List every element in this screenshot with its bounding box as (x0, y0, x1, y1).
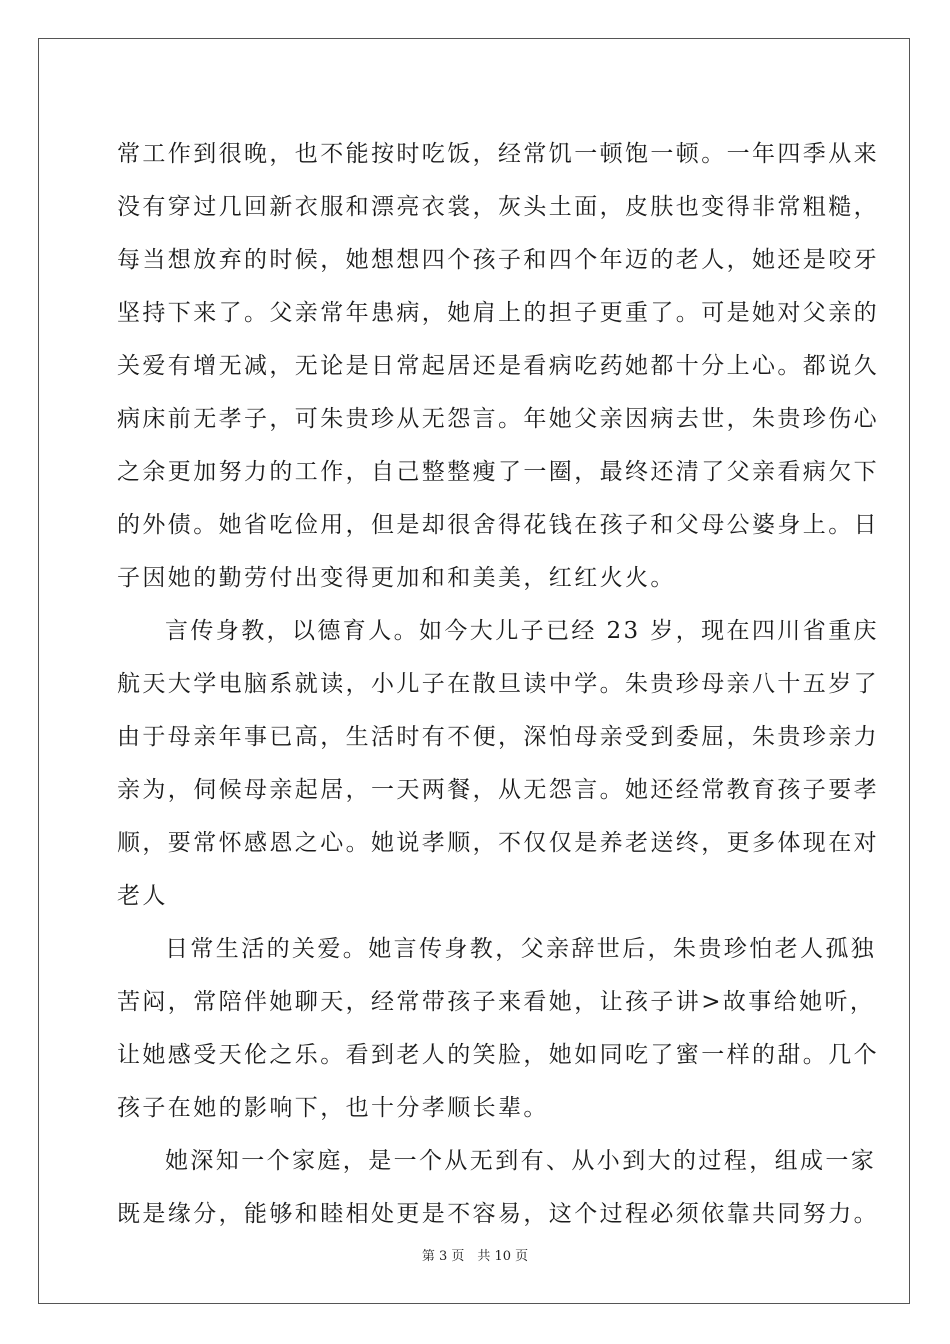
text-line: 每当想放弃的时候，她想想四个孩子和四个年迈的老人，她还是咬牙 (117, 247, 879, 273)
text-line: 之余更加努力的工作，自己整整瘦了一圈，最终还清了父亲看病欠下 (117, 459, 879, 485)
text-line: 的外债。她省吃俭用，但是却很舍得花钱在孩子和父母公婆身上。日 (117, 512, 879, 538)
text-line: 关爱有增无减，无论是日常起居还是看病吃药她都十分上心。都说久 (117, 353, 879, 379)
text-line: 没有穿过几回新衣服和漂亮衣裳，灰头土面，皮肤也变得非常粗糙， (117, 194, 879, 220)
text-line: 既是缘分，能够和睦相处更是不容易，这个过程必须依靠共同努力。 (117, 1201, 879, 1227)
document-body (117, 128, 879, 1241)
text-line: 航天大学电脑系就读，小儿子在散旦读中学。朱贵珍母亲八十五岁了 (117, 671, 879, 697)
text-line: 苦闷，常陪伴她聊天，经常带孩子来看她，让孩子讲>故事给她听， (117, 989, 876, 1015)
text-line: 孩子在她的影响下，也十分孝顺长辈。 (117, 1095, 549, 1121)
paragraph-start-line: 言传身教，以德育人。如今大儿子已经 23 岁，现在四川省重庆 (165, 618, 879, 644)
text-line: 亲为，伺候母亲起居，一天两餐，从无怨言。她还经常教育孩子要孝 (117, 777, 879, 803)
text-line: 坚持下来了。父亲常年患病，她肩上的担子更重了。可是她对父亲的 (117, 300, 879, 326)
paragraph-start-line: 她深知一个家庭，是一个从无到有、从小到大的过程，组成一家 (165, 1148, 877, 1174)
text-line: 子因她的勤劳付出变得更加和和美美，红红火火。 (117, 565, 676, 591)
text-line: 常工作到很晚，也不能按时吃饭，经常饥一顿饱一顿。一年四季从来 (117, 141, 879, 167)
page-number-footer: 第 3 页 共 10 页 (421, 1249, 529, 1264)
paragraph-start-line: 日常生活的关爱。她言传身教，父亲辞世后，朱贵珍怕老人孤独 (165, 936, 877, 962)
text-line: 病床前无孝子，可朱贵珍从无怨言。年她父亲因病去世，朱贵珍伤心 (117, 406, 879, 432)
text-line: 顺，要常怀感恩之心。她说孝顺，不仅仅是养老送终，更多体现在对 (117, 830, 879, 856)
text-line: 让她感受天伦之乐。看到老人的笑脸，她如同吃了蜜一样的甜。几个 (117, 1042, 879, 1068)
text-line: 老人 (117, 883, 168, 909)
text-line: 由于母亲年事已高，生活时有不便，深怕母亲受到委屈，朱贵珍亲力 (117, 724, 879, 750)
